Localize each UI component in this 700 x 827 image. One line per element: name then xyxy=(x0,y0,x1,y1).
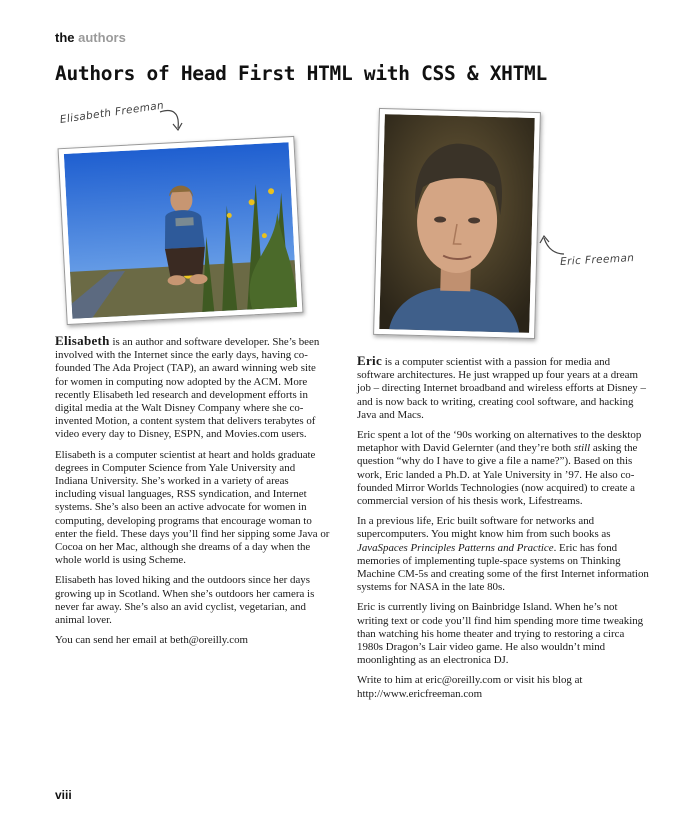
section-header-bold: the xyxy=(55,30,75,45)
eric-caption: Eric Freeman xyxy=(559,252,635,268)
section-header xyxy=(55,30,126,45)
eric-bio-paragraph: Eric is a computer scientist with a passion for media and software architectures. He just wrapped up four years at a dream job – directing Internet broadband and wireless efforts at Disney – and is now back to writing, creating cool software, and hacking Java and Macs. xyxy=(357,353,646,421)
section-header-gray: authors xyxy=(78,30,126,45)
elisabeth-email-line: You can send her email at beth@oreilly.com xyxy=(55,634,249,647)
elisabeth-photo xyxy=(58,136,304,325)
eric-contact-line: Write to him at eric@oreilly.com or visit his blog at http://www.ericfreeman.com xyxy=(357,674,583,700)
elisabeth-bio-paragraph: Elisabeth is an author and software developer. She’s been involved with the Internet since the early days, having co-founded The Ada Project (TAP), an award winning web site for women in computing now adopted by the ACM. More recently Elisabeth led research and development efforts in digital media at the Walt Disney Company where she co-invented Motion, a content system that delivers terabytes of video every day to Disney, ESPN, and Movies.com users. xyxy=(55,333,320,441)
elisabeth-bio-paragraph: Elisabeth is a computer scientist at heart and holds graduate degrees in Computer Science from Yale University and Indiana University. She’s worked in a variety of areas including visual languages, RSS syndication, and Internet systems. She’s also been an active advocate for women in computing, developing programs that encourage woman to enter the field. These days you’ll find her sipping some Java or Cocoa on her Mac, although she dreams of a day when the whole world is using Scheme. xyxy=(55,448,330,567)
elisabeth-bio-paragraph: Elisabeth has loved hiking and the outdoors since her days growing up in Scotland. When she’s outdoors her camera is never far away. She’s also an avid cyclist, vegetarian, and animal lover. xyxy=(55,574,315,627)
page-number: viii xyxy=(55,788,72,802)
eric-name: Eric xyxy=(357,353,383,368)
eric-photo xyxy=(373,108,541,339)
eric-bio xyxy=(357,354,649,708)
elisabeth-caption: Elisabeth Freeman xyxy=(59,99,165,126)
page-title: Authors of Head First HTML with CSS & XHTML xyxy=(55,62,547,85)
elisabeth-name: Elisabeth xyxy=(55,333,110,348)
eric-bio-paragraph: Eric spent a lot of the ‘90s working on alternatives to the desktop metaphor with David Gelernter (and they’re both still asking the question “why do I have to give a file a name?”). Based on this work, Eric landed a Ph.D. at Yale University in ’97. He also co-founded Mirror Worlds Technologies (now acquired) to create a commercial version of his thesis work, Lifestreams. xyxy=(357,429,642,508)
elisabeth-bio xyxy=(55,334,330,654)
eric-bio-paragraph: In a previous life, Eric built software for networks and supercomputers. You might know him from such books as JavaSpaces Principles Patterns and Practice. Eric has fond memories of implementing tuple-space systems on Thinking Machine CM-5s and creating some of the first Internet information systems for NASA in the late 80s. xyxy=(357,515,649,594)
eric-bio-paragraph: Eric is currently living on Bainbridge Island. When he’s not writing text or code you’ll find him spending more time tweaking than watching his home theater and trying to restoring a circa 1980s Dragon’s Lair video game. He also wouldn’t mind moonlighting as an electronica DJ. xyxy=(357,601,644,667)
elisabeth-arrow-icon xyxy=(158,106,188,136)
